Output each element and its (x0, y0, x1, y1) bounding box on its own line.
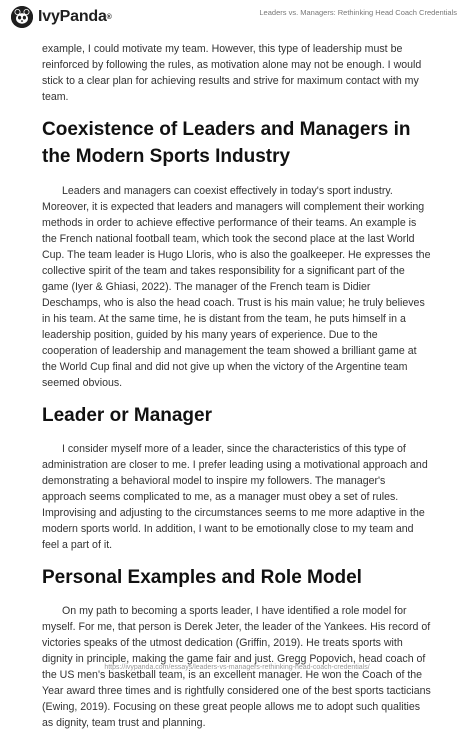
brand-name: IvyPanda (38, 8, 107, 25)
section-heading-coexistence: Coexistence of Leaders and Managers in the Modern Sports Industry (42, 119, 411, 167)
section-heading-leader-or-manager: Leader or Manager (42, 405, 212, 426)
registered-mark: ® (106, 13, 112, 21)
section-paragraph-coexistence: Leaders and managers can coexist effectively in today's sport industry. Moreover, it is expected that leaders and managers will complement their working methods in order to achieve effective performance of their teams. An example is the French national football team, which took the second place at the last World Cup. The team leader is Hugo Lloris, who is also the goalkeeper. He expresses the collective spirit of the team and takes responsibility for a significant part of the game (Iyer & Ghiasi, 2022). The manager of the French team is Didier Deschamps, who is also the head coach. Trust is his main value; he truly believes in his team. At the same time, he is distant from the team, he puts himself in a leadership position, guided by his many years of experience. Due to the cooperation of leadership and management the team showed a brilliant game at the World Cup final and did not give up when the victory of the Argentine team seemed obvious. (42, 185, 431, 389)
section-paragraph-leader-or-manager: I consider myself more of a leader, since the characteristics of this type of administration are closer to me. I prefer leading using a motivational approach and demonstrating a behavioral model to inspire my followers. The manager's approach seems complicated to me, as a manager must obey a set of rules. Improvising and adjusting to the circumstances seems to me more adaptive in the modern sports world. In addition, I want to be emotionally close to my team and feel a part of it. (42, 443, 428, 551)
essay-content (42, 38, 432, 731)
document-title: Leaders vs. Managers: Rethinking Head Coach Credentials (259, 8, 457, 17)
section-heading-personal-examples: Personal Examples and Role Model (42, 567, 362, 588)
page-header (0, 0, 474, 38)
intro-paragraph: example, I could motivate my team. However, this type of leadership must be reinforced by following the rules, as motivation alone may not be enough. I would stick to a clear plan for achieving results and strive for maximum contact with my team. (42, 43, 422, 103)
section-paragraph-personal-examples: On my path to becoming a sports leader, I have identified a role model for myself. For me, that person is Derek Jeter, the leader of the Yankees. His record of victories speaks of the utmost dedication (Griffin, 2019). He treats sports with dignity in principle, making the game fair and just. Gregg Popovich, head coach of the US men's basketball team, is an excellent manager. He won the Coach of the Year award three times and is rightfully considered one of the best sports tacticians (Ewing, 2019). Focusing on these great people allows me to adopt such qualities as dignity, team trust and planning. (42, 605, 431, 729)
brand-logo[interactable] (11, 6, 112, 28)
source-url[interactable]: https://ivypanda.com/essays/leaders-vs-managers-rethinking-head-coach-credentials/ (104, 664, 370, 671)
panda-logo-icon (11, 6, 33, 28)
